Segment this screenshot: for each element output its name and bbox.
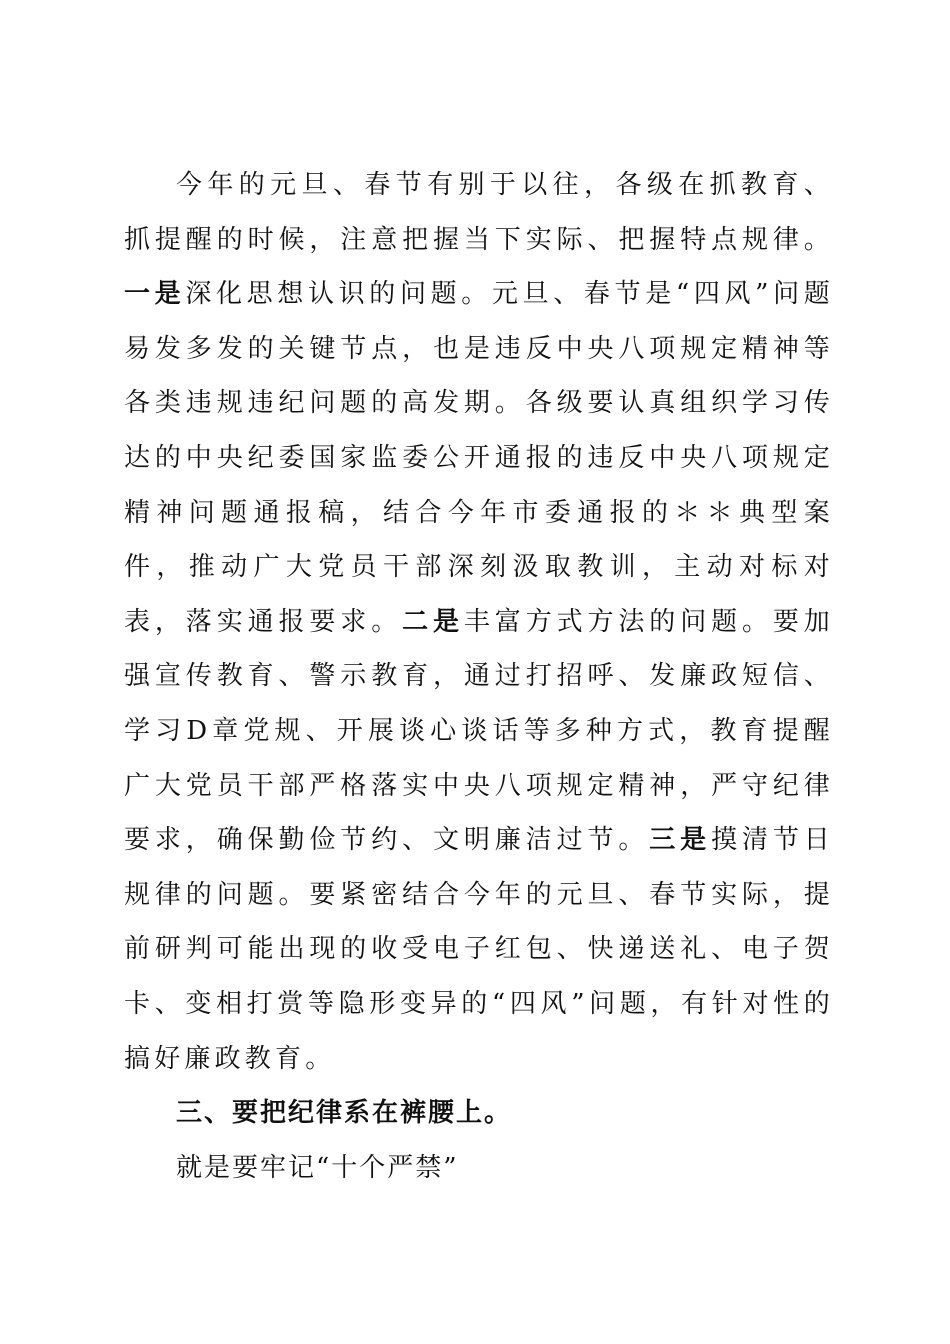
body-paragraph — [124, 158, 834, 1086]
section-heading: 三、要把纪律系在裤腰上。 — [176, 1098, 513, 1129]
emphasis-second: 二是 — [402, 606, 464, 637]
paragraph-text: 摸清节日规律的问题。要紧密结合今年的元旦、春节实际，提前研判可能出现的收受电子红包、快递送礼、电子贺卡、变相打赏等隐形变异的“四风”问题，有针对性的搞好廉政教育。 — [124, 825, 834, 1074]
paragraph-text: 深化思想认识的问题。元旦、春节是“四风”问题易发多发的关键节点，也是违反中央八项规定精神等各类违规违纪问题的高发期。各级要认真组织学习传达的中央纪委国家监委公开通报的违反中央八项规定精神问题通报稿，结合今年市委通报的＊＊典型案件，推动广大党员干部深刻汲取教训，主动对标对表，落实通报要求。 — [124, 279, 834, 637]
paragraph-text: 今年的元旦、春节有别于以往，各级在抓教育、抓提醒的时候，注意把握当下实际、把握特点规律。 — [124, 170, 834, 255]
paragraph-text: 丰富方式方法的问题。要加强宣传教育、警示教育，通过打招呼、发廉政短信、学习D章党规、开展谈心谈话等多种方式，教育提醒广大党员干部严格落实中央八项规定精神，严守纪律要求，确保勤俭节约、文明廉洁过节。 — [124, 606, 834, 856]
document-page — [124, 158, 834, 1195]
emphasis-first: 一是 — [124, 279, 186, 310]
emphasis-third: 三是 — [649, 825, 712, 856]
body-paragraph-short: 就是要牢记“十个严禁” — [176, 1152, 459, 1183]
